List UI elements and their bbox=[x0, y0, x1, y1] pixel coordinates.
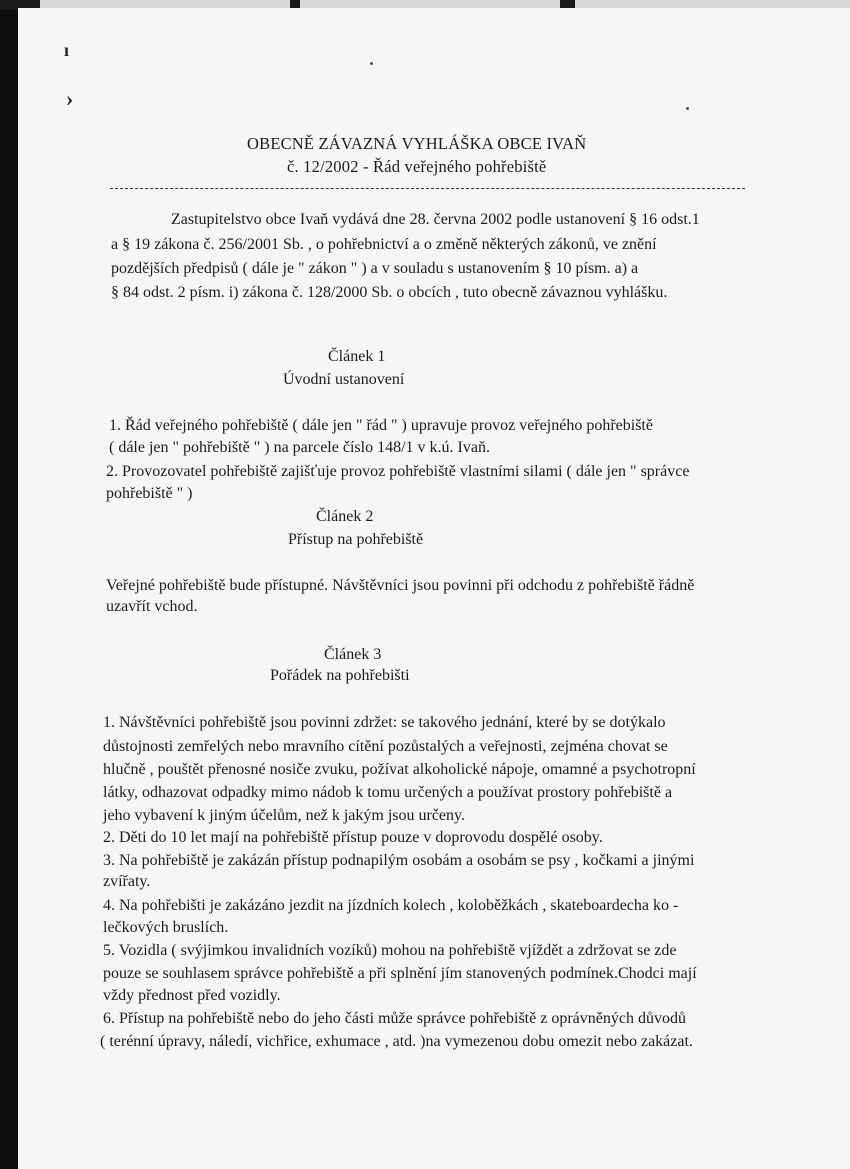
article-line: 1. Návštěvníci pohřebiště jsou povinni zdržet: se takového jednání, které by se dotýkalo bbox=[103, 714, 666, 731]
article-1-heading: Úvodní ustanovení bbox=[283, 371, 405, 388]
article-3-number: Článek 3 bbox=[324, 646, 382, 663]
scan-speck bbox=[370, 62, 373, 65]
document-title: OBECNĚ ZÁVAZNÁ VYHLÁŠKA OBCE IVAŇ bbox=[247, 134, 587, 153]
article-1-number: Článek 1 bbox=[328, 348, 386, 365]
scan-mark: › bbox=[66, 86, 74, 111]
article-line: vždy přednost před vozidly. bbox=[103, 987, 281, 1004]
separator-line bbox=[110, 188, 745, 189]
article-line: 6. Přístup na pohřebiště nebo do jeho části může správce pohřebiště z oprávněných důvodů bbox=[103, 1010, 686, 1027]
intro-line: Zastupitelstvo obce Ivaň vydává dne 28. června 2002 podle ustanovení § 16 odst.1 bbox=[171, 211, 700, 228]
article-line: zvířaty. bbox=[103, 873, 151, 890]
article-line: 4. Na pohřebišti je zakázáno jezdit na jízdních kolech , koloběžkách , skateboardecha ko - bbox=[103, 897, 679, 914]
article-line: 2. Děti do 10 let mají na pohřebiště přístup pouze v doprovodu dospělé osoby. bbox=[103, 829, 603, 846]
article-line: 5. Vozidla ( svýjimkou invalidních vozíků) mohou na pohřebiště vjíždět a zdržovat se zde bbox=[103, 942, 677, 959]
article-line: důstojnosti zemřelých nebo mravního cítění pozůstalých a veřejnosti, zejména chovat se bbox=[103, 738, 668, 755]
article-line: uzavřít vchod. bbox=[106, 598, 198, 615]
article-line: látky, odhazovat odpadky mimo nádob k tomu určených a používat prostory pohřebiště a bbox=[103, 784, 673, 801]
article-line: hlučně , pouštět přenosné nosiče zvuku, požívat alkoholické nápoje, omamné a psychotropní bbox=[103, 761, 696, 778]
article-2-heading: Přístup na pohřebiště bbox=[288, 531, 424, 548]
scan-edge-left bbox=[0, 0, 20, 1169]
article-line: lečkových bruslích. bbox=[103, 919, 229, 936]
article-3-heading: Pořádek na pohřebišti bbox=[270, 667, 410, 684]
article-line: ( terénní úpravy, náledí, vichřice, exhumace , atd. )na vymezenou dobu omezit nebo zakázat. bbox=[100, 1033, 693, 1050]
article-line: 1. Řád veřejného pohřebiště ( dále jen " řád " ) upravuje provoz veřejného pohřebiště bbox=[109, 417, 653, 434]
intro-line: a § 19 zákona č. 256/2001 Sb. , o pohřebnictví a o změně některých zákonů, ve znění bbox=[111, 236, 657, 253]
scan-mark: ı bbox=[64, 40, 70, 60]
intro-line: § 84 odst. 2 písm. i) zákona č. 128/2000 Sb. o obcích , tuto obecně závaznou vyhlášku. bbox=[111, 284, 668, 301]
article-2-number: Článek 2 bbox=[316, 508, 374, 525]
article-line: pohřebiště " ) bbox=[106, 485, 193, 502]
document-subtitle: č. 12/2002 - Řád veřejného pohřebiště bbox=[287, 157, 547, 176]
intro-line: pozdějších předpisů ( dále je " zákon " ) a v souladu s ustanovením § 10 písm. a) a bbox=[111, 260, 639, 277]
article-line: 3. Na pohřebiště je zakázán přístup podnapilým osobám a osobám se psy , kočkami a jinými bbox=[103, 852, 695, 869]
article-line: jeho vybavení k jiným účelům, než k jakým jsou určeny. bbox=[103, 807, 465, 824]
article-line: ( dále jen " pohřebiště " ) na parcele číslo 148/1 v k.ú. Ivaň. bbox=[109, 439, 490, 456]
scan-speck bbox=[686, 107, 689, 110]
article-line: 2. Provozovatel pohřebiště zajišťuje provoz pohřebiště vlastními silami ( dále jen " správce bbox=[106, 463, 690, 480]
article-line: Veřejné pohřebiště bude přístupné. Návštěvníci jsou povinni při odchodu z pohřebiště řádně bbox=[106, 577, 695, 594]
article-line: pouze se souhlasem správce pohřebiště a při splnění jím stanovených podmínek.Chodci mají bbox=[103, 965, 697, 982]
